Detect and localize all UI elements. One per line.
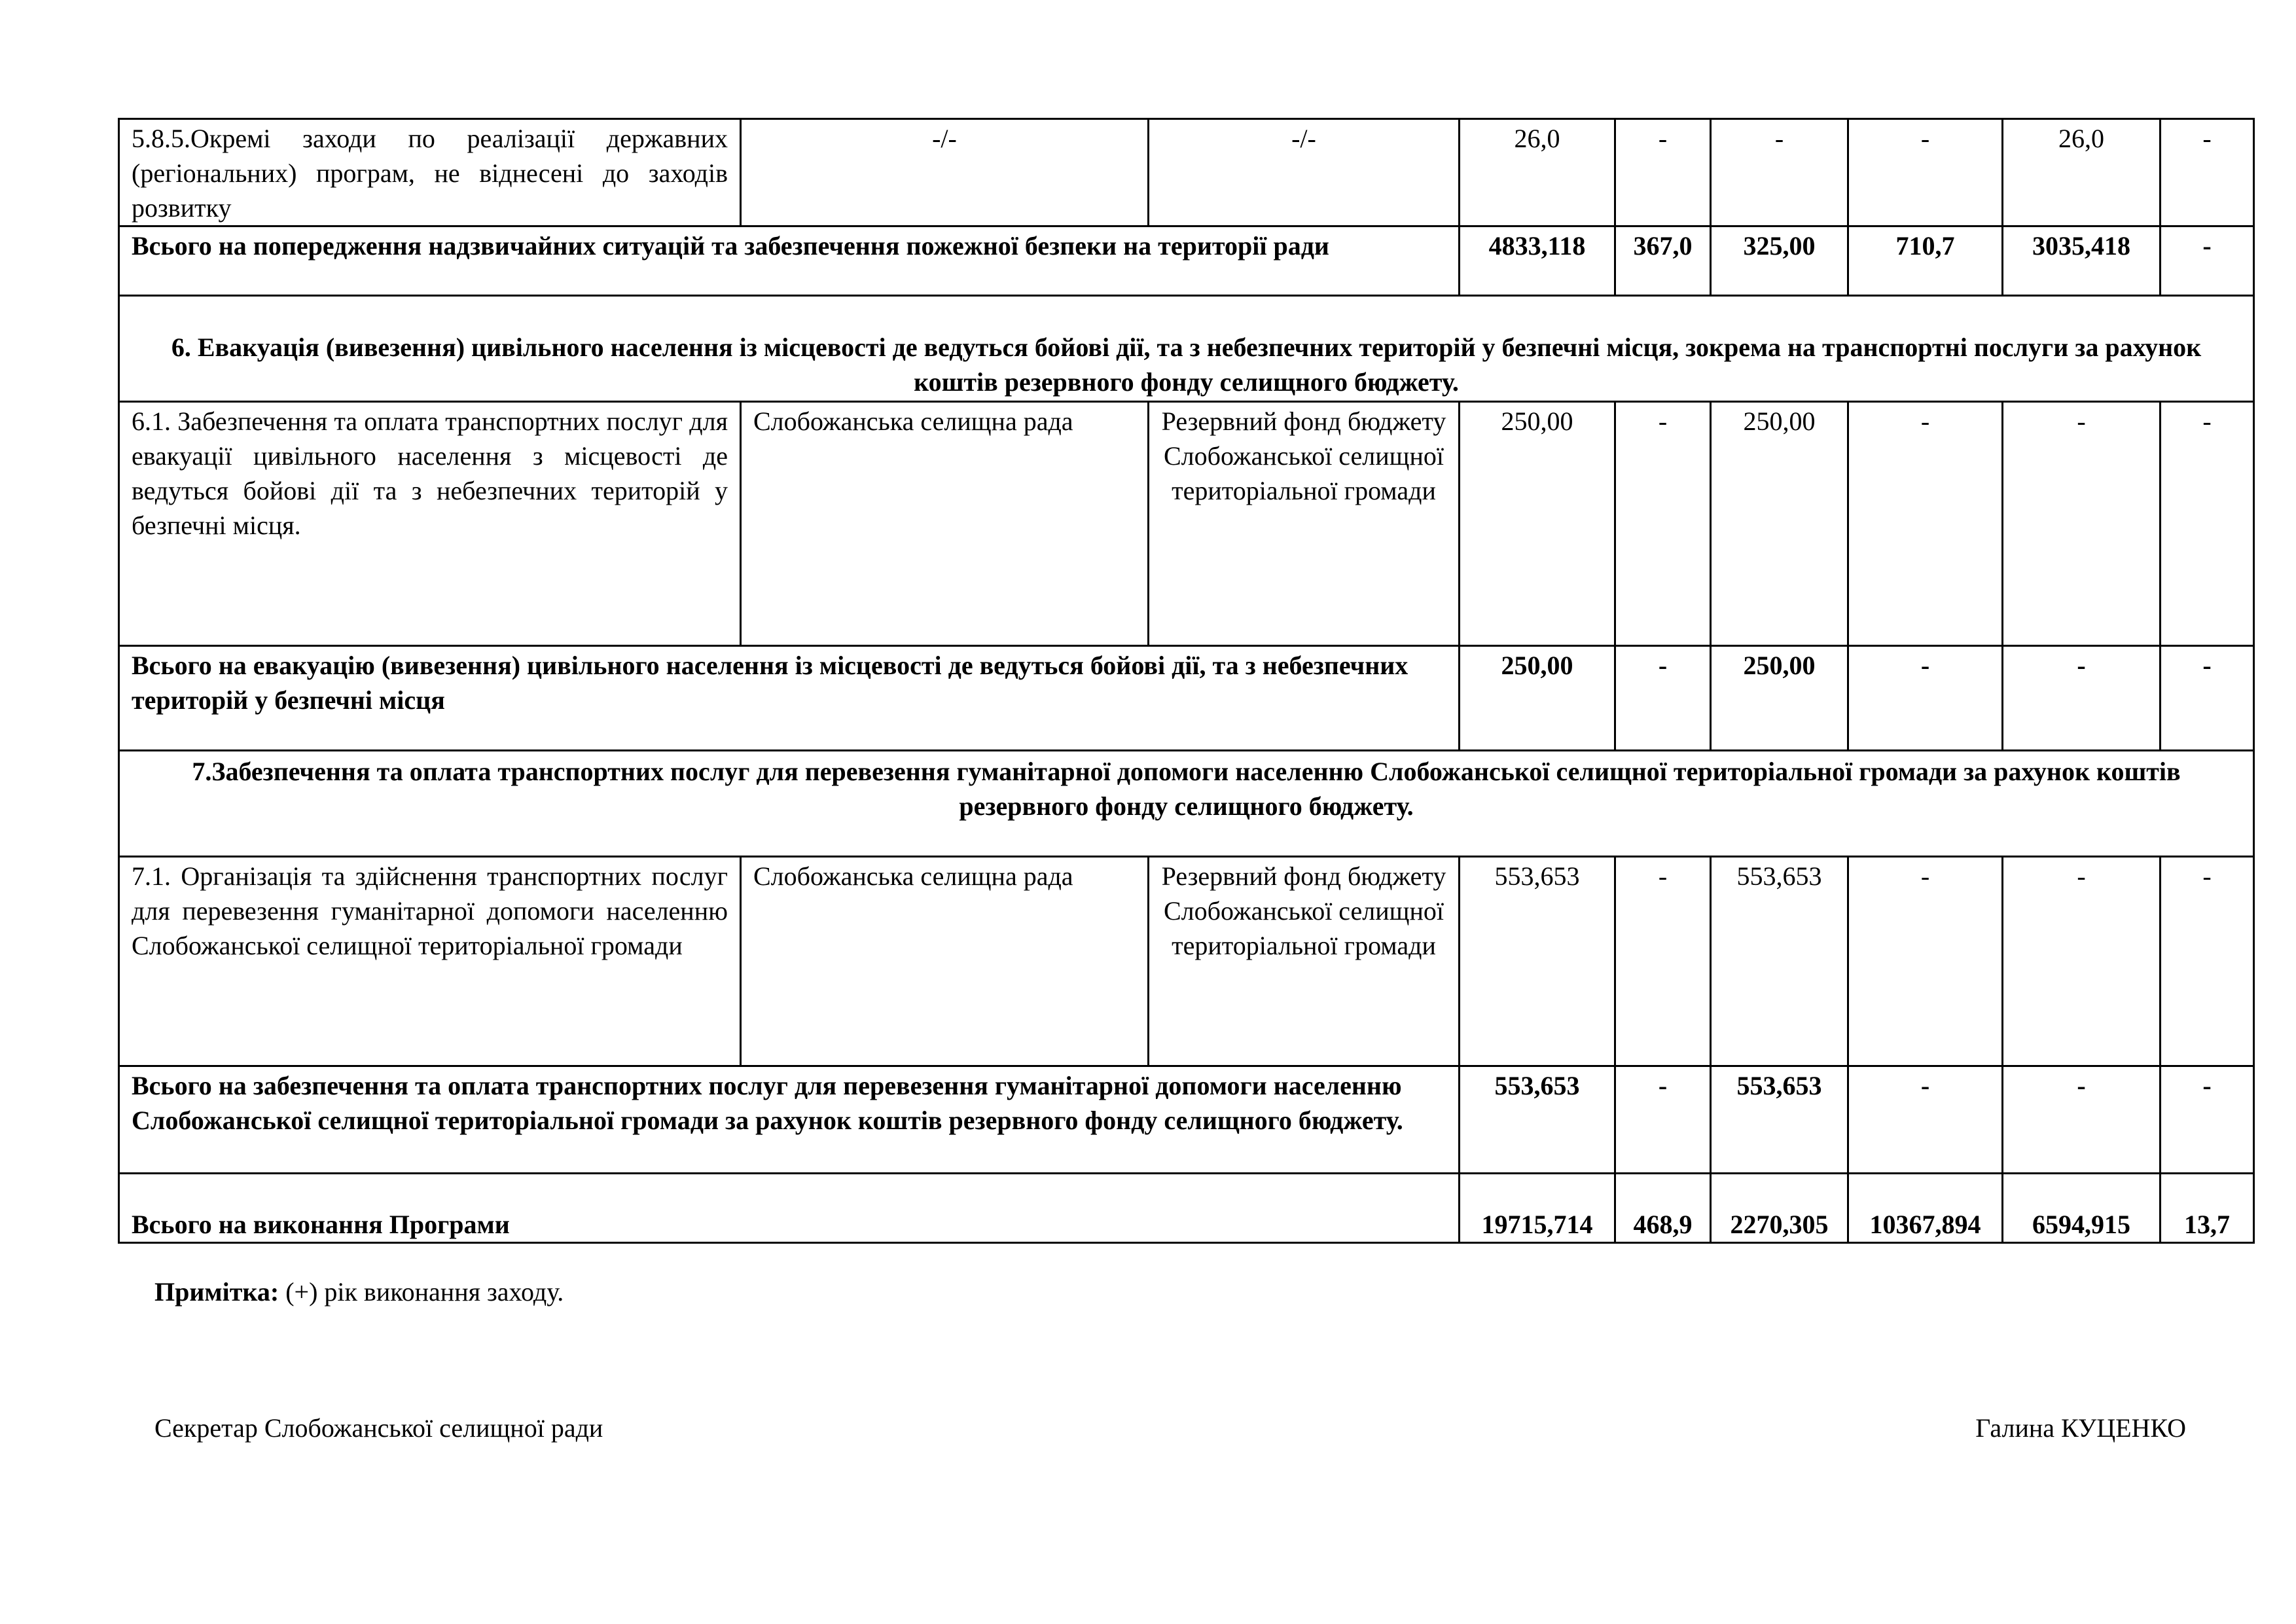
value: - [1848, 1066, 2003, 1174]
note-label: Примітка: [154, 1277, 279, 1307]
value: - [1615, 402, 1711, 646]
value: 19715,714 [1460, 1174, 1615, 1243]
value: - [2003, 402, 2161, 646]
value: 2270,305 [1711, 1174, 1848, 1243]
value: 26,0 [2003, 119, 2161, 226]
value: 553,653 [1711, 1066, 1848, 1174]
grand-total-label: Всього на виконання Програми [119, 1174, 1460, 1243]
value: - [1848, 119, 2003, 226]
value: 10367,894 [1848, 1174, 2003, 1243]
measure-name: 7.1. Організація та здійснення транспортних послуг для перевезення гуманітарної допомоги населенню Слобожанської селищної територіальної громади [119, 857, 741, 1066]
note-text: (+) рік виконання заходу. [279, 1277, 564, 1307]
value: - [1848, 402, 2003, 646]
signatory-name: Галина КУЦЕНКО [1975, 1413, 2186, 1443]
subtotal-label: Всього на забезпечення та оплата транспортних послуг для перевезення гуманітарної допомоги населенню Слобожанської селищної територіальної громади за рахунок коштів резервного фонду селищного бюджету. [119, 1066, 1460, 1174]
funding-source: Резервний фонд бюджету Слобожанської селищної територіальної громади [1149, 402, 1460, 646]
value: - [2003, 646, 2161, 751]
section-7-title: 7.Забезпечення та оплата транспортних послуг для перевезення гуманітарної допомоги населенню Слобожанської селищної територіальної громади за рахунок коштів резервного фонду селищного бюджету. [119, 751, 2254, 857]
section-6-title: 6. Евакуація (вивезення) цивільного населення із місцевості де ведуться бойові дії, та з небезпечних територій у безпечні місця, зокрема на транспортні послуги за рахунок коштів резервного фонду селищного бюджету. [119, 296, 2254, 402]
note [154, 1276, 564, 1307]
section-header-row [119, 296, 2254, 402]
value: 250,00 [1460, 646, 1615, 751]
value: 325,00 [1711, 226, 1848, 296]
value: - [2161, 402, 2254, 646]
value: 6594,915 [2003, 1174, 2161, 1243]
value: - [2161, 226, 2254, 296]
value: 468,9 [1615, 1174, 1711, 1243]
value: 553,653 [1460, 1066, 1615, 1174]
value: 250,00 [1460, 402, 1615, 646]
section-header-row [119, 751, 2254, 857]
value: - [2161, 857, 2254, 1066]
subtotal-row [119, 226, 2254, 296]
subtotal-label: Всього на евакуацію (вивезення) цивільного населення із місцевості де ведуться бойові дії, та з небезпечних територій у безпечні місця [119, 646, 1460, 751]
funding-source: -/- [1149, 119, 1460, 226]
executor: -/- [741, 119, 1149, 226]
budget-table [118, 118, 2255, 1244]
value: 367,0 [1615, 226, 1711, 296]
value: - [1711, 119, 1848, 226]
executor: Слобожанська селищна рада [741, 857, 1149, 1066]
value: 3035,418 [2003, 226, 2161, 296]
value: - [1848, 857, 2003, 1066]
value: - [2003, 1066, 2161, 1174]
table-row [119, 857, 2254, 1066]
value: - [2161, 119, 2254, 226]
value: - [2161, 646, 2254, 751]
value: 553,653 [1711, 857, 1848, 1066]
table-row [119, 402, 2254, 646]
value: - [2161, 1066, 2254, 1174]
table-row [119, 119, 2254, 226]
measure-name: 6.1. Забезпечення та оплата транспортних послуг для евакуації цивільного населення з місцевості де ведуться бойові дії та з небезпечних територій у безпечні місця. [119, 402, 741, 646]
measure-name: 5.8.5.Окремі заходи по реалізації державних (регіональних) програм, не віднесені до заходів розвитку [119, 119, 741, 226]
value: - [1848, 646, 2003, 751]
value: - [1615, 857, 1711, 1066]
signatory-position: Секретар Слобожанської селищної ради [154, 1413, 603, 1443]
subtotal-label: Всього на попередження надзвичайних ситуацій та забезпечення пожежної безпеки на території ради [119, 226, 1460, 296]
value: - [2003, 857, 2161, 1066]
value: - [1615, 646, 1711, 751]
subtotal-row [119, 646, 2254, 751]
value: 4833,118 [1460, 226, 1615, 296]
value: 13,7 [2161, 1174, 2254, 1243]
grand-total-row [119, 1174, 2254, 1243]
funding-source: Резервний фонд бюджету Слобожанської селищної територіальної громади [1149, 857, 1460, 1066]
value: 250,00 [1711, 646, 1848, 751]
value: 250,00 [1711, 402, 1848, 646]
value: - [1615, 119, 1711, 226]
value: 710,7 [1848, 226, 2003, 296]
executor: Слобожанська селищна рада [741, 402, 1149, 646]
value: 26,0 [1460, 119, 1615, 226]
value: 553,653 [1460, 857, 1615, 1066]
subtotal-row [119, 1066, 2254, 1174]
value: - [1615, 1066, 1711, 1174]
